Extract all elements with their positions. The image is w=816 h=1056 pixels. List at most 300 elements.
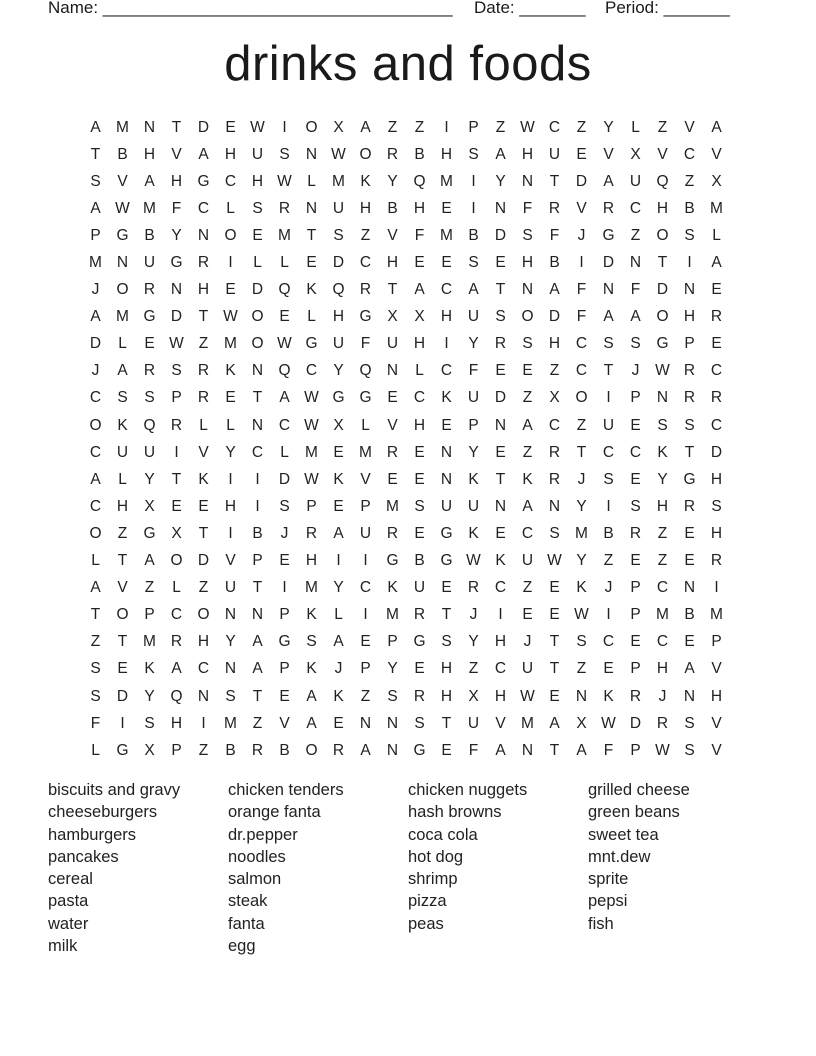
grid-letter: Z	[630, 226, 641, 244]
grid-letter: C	[602, 633, 615, 651]
grid-letter: K	[306, 606, 317, 624]
grid-letter: K	[441, 389, 452, 407]
grid-letter: P	[630, 606, 641, 624]
grid-letter: H	[440, 660, 453, 678]
grid-letter: Z	[252, 714, 263, 732]
grid-letter: K	[144, 660, 155, 678]
grid-letter: Y	[603, 118, 614, 136]
grid-letter: H	[440, 687, 453, 705]
grid-letter: C	[89, 443, 102, 461]
grid-letter: G	[440, 524, 453, 542]
grid-letter: C	[305, 362, 318, 380]
grid-letter: S	[225, 687, 236, 705]
grid-letter: F	[414, 226, 425, 244]
grid-letter: Y	[144, 687, 155, 705]
grid-letter: Z	[198, 741, 209, 759]
grid-letter: R	[548, 470, 561, 488]
grid-letter: R	[467, 579, 480, 597]
word-bank-column	[588, 779, 768, 957]
grid-letter: N	[494, 497, 507, 515]
grid-letter: M	[224, 714, 237, 732]
grid-letter: V	[387, 226, 398, 244]
grid-letter: A	[522, 416, 533, 434]
grid-letter: I	[606, 389, 611, 407]
grid-letter: A	[360, 741, 371, 759]
grid-letter: I	[336, 552, 341, 570]
grid-letter: C	[710, 416, 723, 434]
grid-letter: V	[711, 714, 722, 732]
grid-letter: Q	[170, 687, 183, 705]
grid-letter: E	[333, 443, 344, 461]
grid-letter: Y	[225, 443, 236, 461]
grid-letter: R	[170, 416, 183, 434]
grid-letter: C	[629, 199, 642, 217]
grid-letter: S	[144, 714, 155, 732]
word-bank-item: chicken tenders	[228, 781, 344, 799]
grid-letter: T	[306, 226, 317, 244]
grid-letter: L	[307, 308, 316, 326]
grid-letter: O	[656, 308, 669, 326]
period-field-label: Period: _______	[605, 0, 730, 17]
grid-letter: Q	[278, 362, 291, 380]
grid-letter: G	[170, 254, 183, 272]
grid-letter: F	[468, 741, 479, 759]
letter-grid	[82, 114, 730, 764]
grid-letter: W	[547, 552, 562, 570]
grid-letter: G	[305, 335, 318, 353]
grid-letter: W	[277, 335, 292, 353]
grid-letter: I	[363, 552, 368, 570]
grid-letter: O	[575, 389, 588, 407]
grid-letter: N	[143, 118, 156, 136]
grid-letter: N	[629, 254, 642, 272]
grid-letter: V	[171, 145, 182, 163]
grid-letter: T	[387, 281, 398, 299]
grid-letter: H	[494, 687, 507, 705]
grid-letter: E	[225, 281, 236, 299]
grid-letter: G	[116, 741, 129, 759]
grid-letter: P	[360, 660, 371, 678]
grid-letter: P	[90, 226, 101, 244]
word-bank-item: cheeseburgers	[48, 803, 158, 822]
word-bank-item: dr.pepper	[228, 825, 298, 844]
grid-letter: S	[630, 335, 641, 353]
grid-letter: G	[656, 335, 669, 353]
word-bank-item: pancakes	[48, 847, 119, 866]
grid-letter: E	[414, 443, 425, 461]
grid-letter: I	[255, 470, 260, 488]
word-bank-item: fish	[588, 914, 614, 933]
grid-letter: C	[278, 416, 291, 434]
grid-letter: T	[90, 145, 101, 163]
grid-letter: F	[522, 199, 533, 217]
grid-letter: I	[228, 470, 233, 488]
grid-letter: E	[576, 145, 587, 163]
grid-letter: N	[305, 199, 318, 217]
word-bank-item: salmon	[228, 870, 282, 889]
grid-letter: A	[603, 172, 614, 190]
grid-letter: M	[710, 606, 723, 624]
grid-letter: A	[117, 362, 128, 380]
grid-letter: E	[198, 497, 209, 515]
grid-letter: S	[441, 633, 452, 651]
grid-letter: E	[522, 362, 533, 380]
grid-letter: N	[251, 606, 264, 624]
grid-letter: B	[414, 552, 425, 570]
grid-letter: U	[629, 172, 642, 190]
grid-letter: E	[441, 416, 452, 434]
grid-letter: I	[444, 335, 449, 353]
grid-letter: B	[684, 199, 695, 217]
grid-letter: E	[495, 362, 506, 380]
grid-letter: F	[360, 335, 371, 353]
grid-letter: A	[711, 254, 722, 272]
grid-letter: V	[711, 145, 722, 163]
grid-letter: R	[386, 145, 399, 163]
grid-letter: W	[520, 118, 535, 136]
word-bank-item: fanta	[228, 914, 265, 933]
grid-letter: B	[387, 199, 398, 217]
grid-letter: R	[683, 362, 696, 380]
grid-letter: S	[144, 389, 155, 407]
grid-letter: K	[306, 281, 317, 299]
grid-letter: M	[440, 226, 453, 244]
grid-letter: K	[306, 660, 317, 678]
grid-letter: I	[714, 579, 719, 597]
grid-letter: C	[656, 633, 669, 651]
grid-letter: V	[198, 443, 209, 461]
grid-letter: M	[386, 497, 399, 515]
grid-letter: J	[658, 687, 667, 705]
grid-letter: A	[252, 633, 263, 651]
grid-letter: V	[117, 172, 128, 190]
grid-letter: E	[630, 416, 641, 434]
grid-letter: S	[684, 714, 695, 732]
grid-letter: F	[630, 281, 641, 299]
grid-letter: H	[197, 281, 210, 299]
grid-letter: Z	[198, 335, 209, 353]
word-bank-column	[48, 779, 228, 957]
grid-letter: N	[386, 714, 399, 732]
grid-letter: M	[305, 443, 318, 461]
grid-letter: R	[548, 199, 561, 217]
date-field-label: Date: _______	[474, 0, 586, 17]
grid-letter: G	[332, 389, 345, 407]
word-bank-item: sprite	[588, 870, 629, 889]
grid-letter: P	[360, 497, 371, 515]
grid-letter: J	[280, 524, 289, 542]
grid-letter: C	[440, 362, 453, 380]
grid-letter: I	[471, 199, 476, 217]
grid-letter: C	[521, 524, 534, 542]
grid-letter: Y	[657, 470, 668, 488]
grid-letter: I	[444, 118, 449, 136]
grid-letter: H	[197, 633, 210, 651]
grid-letter: G	[413, 741, 426, 759]
grid-letter: C	[683, 145, 696, 163]
grid-letter: R	[710, 552, 723, 570]
word-bank	[48, 779, 768, 957]
grid-letter: V	[360, 470, 371, 488]
grid-letter: J	[469, 606, 478, 624]
grid-letter: V	[603, 145, 614, 163]
grid-letter: I	[498, 606, 503, 624]
grid-letter: Z	[90, 633, 101, 651]
grid-letter: A	[495, 741, 506, 759]
grid-letter: P	[252, 552, 263, 570]
grid-letter: R	[197, 254, 210, 272]
grid-letter: R	[251, 741, 264, 759]
grid-letter: C	[170, 606, 183, 624]
grid-letter: R	[278, 199, 291, 217]
word-bank-item: pizza	[408, 892, 447, 911]
grid-letter: F	[468, 362, 479, 380]
grid-letter: H	[440, 145, 453, 163]
grid-letter: P	[387, 633, 398, 651]
grid-letter: I	[201, 714, 206, 732]
grid-letter: U	[467, 714, 480, 732]
grid-letter: W	[331, 145, 346, 163]
grid-letter: T	[495, 470, 506, 488]
grid-letter: S	[576, 633, 587, 651]
grid-letter: E	[603, 660, 614, 678]
grid-letter: A	[144, 172, 155, 190]
grid-letter: Z	[414, 118, 425, 136]
grid-letter: E	[684, 552, 695, 570]
grid-letter: M	[521, 714, 534, 732]
grid-letter: F	[603, 741, 614, 759]
grid-letter: E	[414, 660, 425, 678]
grid-letter: C	[494, 579, 507, 597]
grid-letter: M	[359, 443, 372, 461]
word-bank-column	[408, 779, 588, 957]
grid-letter: G	[602, 226, 615, 244]
grid-letter: Z	[657, 524, 668, 542]
grid-letter: A	[252, 660, 263, 678]
grid-letter: Z	[495, 118, 506, 136]
grid-letter: U	[143, 254, 156, 272]
grid-letter: X	[414, 308, 425, 326]
grid-letter: Z	[657, 552, 668, 570]
grid-letter: S	[549, 524, 560, 542]
grid-letter: R	[710, 308, 723, 326]
grid-letter: S	[630, 497, 641, 515]
word-bank-item: sweet tea	[588, 825, 659, 844]
grid-letter: C	[197, 660, 210, 678]
grid-letter: Q	[359, 362, 372, 380]
grid-letter: S	[468, 145, 479, 163]
grid-letter: R	[494, 335, 507, 353]
grid-letter: P	[144, 606, 155, 624]
grid-letter: Y	[468, 633, 479, 651]
grid-letter: Y	[144, 470, 155, 488]
grid-letter: B	[252, 524, 263, 542]
grid-letter: W	[223, 308, 238, 326]
grid-letter: U	[224, 579, 237, 597]
grid-letter: C	[629, 443, 642, 461]
grid-letter: X	[549, 389, 560, 407]
grid-letter: K	[468, 524, 479, 542]
grid-letter: S	[684, 416, 695, 434]
grid-letter: H	[521, 254, 534, 272]
grid-letter: G	[413, 633, 426, 651]
grid-letter: T	[117, 633, 128, 651]
grid-letter: W	[250, 118, 265, 136]
grid-letter: Z	[657, 118, 668, 136]
grid-letter: L	[91, 741, 100, 759]
grid-letter: I	[687, 254, 692, 272]
grid-letter: C	[548, 118, 561, 136]
grid-letter: N	[224, 606, 237, 624]
grid-letter: J	[91, 281, 100, 299]
grid-letter: A	[549, 281, 560, 299]
grid-letter: K	[117, 416, 128, 434]
name-field-label: Name: _____________________________________	[48, 0, 453, 17]
grid-letter: T	[252, 579, 263, 597]
grid-letter: W	[304, 416, 319, 434]
grid-letter: O	[89, 416, 102, 434]
grid-letter: K	[468, 470, 479, 488]
word-bank-item: milk	[48, 937, 78, 956]
grid-letter: A	[684, 660, 695, 678]
grid-letter: H	[413, 199, 426, 217]
grid-letter: S	[657, 416, 668, 434]
grid-letter: E	[441, 254, 452, 272]
grid-letter: G	[440, 552, 453, 570]
grid-letter: U	[332, 199, 345, 217]
grid-letter: B	[414, 145, 425, 163]
grid-letter: Z	[198, 579, 209, 597]
grid-letter: D	[278, 470, 291, 488]
grid-letter: P	[630, 579, 641, 597]
grid-letter: B	[468, 226, 479, 244]
grid-letter: K	[495, 552, 506, 570]
grid-letter: Y	[333, 362, 344, 380]
grid-letter: T	[117, 552, 128, 570]
grid-letter: L	[253, 254, 262, 272]
grid-letter: N	[683, 281, 696, 299]
grid-letter: S	[495, 308, 506, 326]
grid-letter: O	[251, 308, 264, 326]
grid-letter: A	[90, 308, 101, 326]
grid-letter: A	[90, 579, 101, 597]
grid-letter: E	[414, 470, 425, 488]
grid-letter: E	[549, 579, 560, 597]
grid-letter: R	[332, 741, 345, 759]
grid-letter: N	[683, 687, 696, 705]
grid-letter: P	[630, 741, 641, 759]
grid-letter: H	[683, 308, 696, 326]
grid-letter: T	[198, 524, 209, 542]
grid-letter: B	[144, 226, 155, 244]
grid-letter: N	[656, 389, 669, 407]
grid-letter: K	[522, 470, 533, 488]
word-bank-item: cereal	[48, 870, 93, 889]
grid-letter: D	[575, 172, 588, 190]
grid-letter: N	[386, 362, 399, 380]
word-bank-item: grilled cheese	[588, 781, 690, 799]
grid-letter: S	[90, 172, 101, 190]
grid-letter: H	[143, 145, 156, 163]
grid-letter: Y	[468, 443, 479, 461]
grid-letter: C	[575, 335, 588, 353]
grid-letter: V	[711, 660, 722, 678]
word-bank-item: hamburgers	[48, 825, 137, 844]
grid-letter: K	[360, 172, 371, 190]
grid-letter: D	[629, 714, 642, 732]
grid-letter: M	[656, 606, 669, 624]
grid-letter: Z	[522, 389, 533, 407]
grid-letter: H	[656, 660, 669, 678]
grid-letter: E	[549, 687, 560, 705]
grid-letter: X	[144, 741, 155, 759]
grid-letter: R	[629, 687, 642, 705]
grid-letter: H	[170, 172, 183, 190]
grid-letter: M	[710, 199, 723, 217]
grid-letter: V	[117, 579, 128, 597]
grid-letter: S	[468, 254, 479, 272]
grid-letter: E	[684, 633, 695, 651]
grid-letter: E	[549, 606, 560, 624]
word-bank-item: hot dog	[408, 847, 464, 866]
grid-letter: P	[468, 416, 479, 434]
grid-letter: Z	[603, 552, 614, 570]
grid-letter: R	[143, 281, 156, 299]
grid-letter: U	[332, 335, 345, 353]
word-bank-item: noodles	[228, 847, 286, 866]
grid-letter: D	[332, 254, 345, 272]
grid-letter: S	[414, 497, 425, 515]
grid-letter: H	[359, 199, 372, 217]
grid-letter: G	[278, 633, 291, 651]
grid-letter: L	[118, 335, 127, 353]
grid-letter: K	[657, 443, 668, 461]
grid-letter: W	[304, 389, 319, 407]
word-bank-item: mnt.dew	[588, 847, 651, 866]
grid-letter: J	[91, 362, 100, 380]
grid-letter: E	[144, 335, 155, 353]
grid-letter: A	[279, 389, 290, 407]
word-bank-item: biscuits and gravy	[48, 781, 181, 799]
grid-letter: P	[279, 606, 290, 624]
grid-letter: I	[606, 606, 611, 624]
grid-letter: X	[387, 308, 398, 326]
grid-letter: O	[359, 145, 372, 163]
grid-letter: A	[333, 633, 344, 651]
grid-letter: N	[197, 687, 210, 705]
grid-letter: B	[549, 254, 560, 272]
grid-letter: E	[387, 389, 398, 407]
grid-letter: T	[252, 687, 263, 705]
grid-letter: G	[143, 524, 156, 542]
grid-letter: T	[198, 308, 209, 326]
grid-letter: N	[521, 172, 534, 190]
grid-letter: M	[575, 524, 588, 542]
grid-letter: R	[413, 606, 426, 624]
grid-letter: E	[171, 497, 182, 515]
grid-letter: W	[277, 172, 292, 190]
grid-letter: H	[548, 335, 561, 353]
grid-letter: U	[467, 308, 480, 326]
word-bank-item: pasta	[48, 892, 89, 911]
grid-letter: E	[441, 579, 452, 597]
grid-letter: Z	[468, 660, 479, 678]
grid-letter: A	[144, 552, 155, 570]
grid-letter: H	[305, 552, 318, 570]
grid-letter: M	[305, 579, 318, 597]
grid-letter: R	[143, 362, 156, 380]
grid-letter: E	[495, 254, 506, 272]
